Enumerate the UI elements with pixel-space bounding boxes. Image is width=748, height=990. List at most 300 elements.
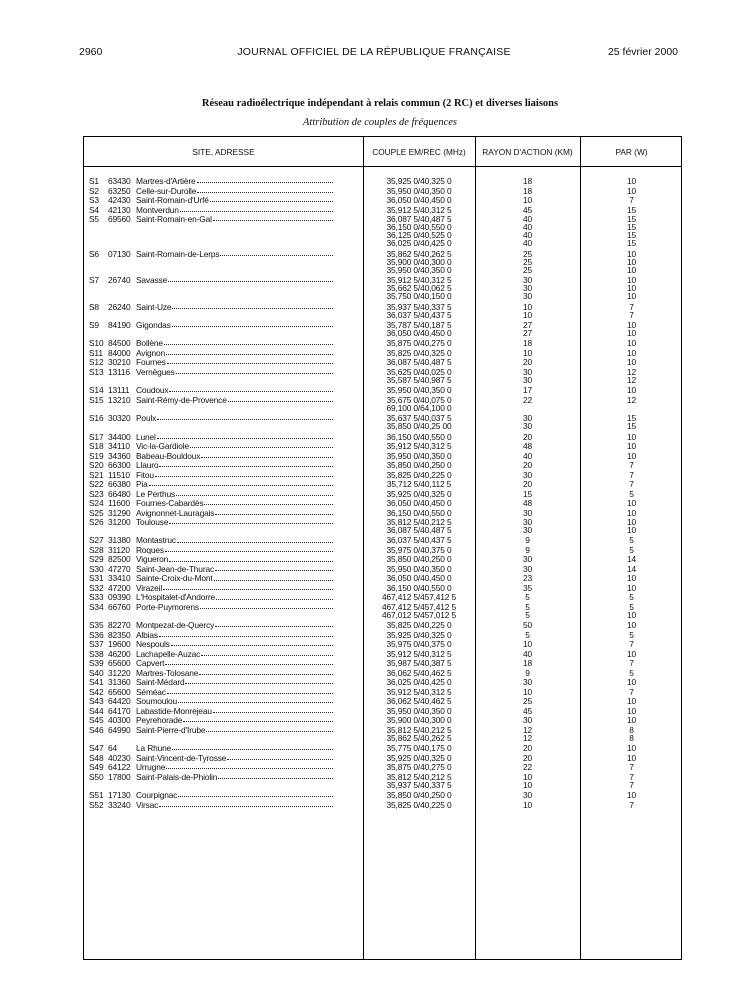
postal-code: 65600 (108, 658, 131, 669)
postal-code: 26740 (108, 275, 131, 286)
site-name: La Rhune (136, 743, 172, 754)
site-id: S35 (89, 620, 104, 631)
site-name: Martres-d'Artière (136, 176, 196, 186)
site-name: Capvert (136, 658, 165, 669)
site-name: Urrugne (136, 762, 166, 773)
site-name: Lachapelle-Auzac (136, 648, 201, 659)
range-km-value: 10 (522, 799, 532, 810)
table-row (84, 396, 683, 414)
frequency-couple-value: 35,925 0/40,325 0 (386, 176, 452, 186)
range-km-value: 18 (522, 185, 532, 196)
site-id: S19 (89, 450, 104, 461)
power-w-value: 10 (626, 264, 636, 275)
postal-code: 82500 (108, 554, 131, 565)
site-id: S38 (89, 648, 104, 659)
power-w-value: 10 (626, 291, 636, 302)
range-km-value: 10 (522, 639, 532, 650)
site-id: S45 (89, 715, 104, 726)
frequency-couple-value: 35,900 0/40,300 0 (386, 256, 452, 267)
frequency-couple-value: 35,912 5/40,312 5 (386, 441, 452, 452)
site-name: Courpignac (136, 790, 178, 801)
power-w-value: 15 (626, 238, 636, 249)
column-header-site: SITE, ADRESSE (192, 147, 255, 157)
range-km-value: 27 (522, 328, 532, 339)
frequency-couple-value: 35,937 5/40,337 5 (386, 779, 452, 790)
dot-leader (201, 654, 333, 656)
range-km-value: 30 (522, 275, 532, 286)
range-km-value: 30 (522, 283, 532, 294)
power-w-value: 10 (626, 357, 636, 368)
dot-leader (213, 711, 333, 713)
range-km-value: 20 (522, 460, 532, 471)
postal-code: 26240 (108, 301, 131, 312)
frequency-couple-value: 36,025 0/40,425 0 (386, 238, 452, 249)
frequency-couple-value: 35,875 0/40,275 0 (386, 762, 452, 773)
dot-leader (190, 446, 333, 448)
site-name: Saint-Pierre-d'Irube (136, 724, 206, 735)
frequency-couple-cell (363, 518, 475, 536)
range-km-value: 20 (522, 357, 532, 368)
range-km-value: 23 (522, 573, 532, 584)
table-row (84, 471, 683, 481)
range-km-value: 18 (522, 176, 532, 186)
frequency-couple-value: 35,987 5/40,387 5 (386, 658, 452, 669)
range-km-value: 40 (522, 450, 532, 461)
site-id: S44 (89, 705, 104, 716)
table-row (84, 773, 683, 791)
site-name: Albias (136, 629, 158, 640)
table-row (84, 536, 683, 546)
power-w-value: 10 (626, 507, 636, 518)
site-name: Saint-Rémy-de-Provence (136, 394, 227, 405)
dot-leader (178, 701, 333, 703)
postal-code: 13210 (108, 394, 131, 405)
frequency-couple-cell (363, 215, 475, 250)
dot-leader (165, 663, 333, 665)
postal-code: 64 (108, 743, 118, 754)
site-id: S42 (89, 686, 104, 697)
power-w-value: 10 (626, 385, 636, 396)
frequency-couple-value: 35,825 0/40,325 0 (386, 347, 452, 358)
frequency-couple-value: 467,412 5/457,412 5 (382, 592, 456, 603)
site-name: Coudoux (136, 385, 169, 396)
postal-code: 42130 (108, 204, 131, 215)
frequency-couple-cell (363, 368, 475, 386)
table-row (84, 791, 683, 801)
site-name: Toulouse (136, 517, 169, 528)
power-w-value: 10 (626, 328, 636, 339)
dot-leader (206, 730, 333, 732)
site-id: S17 (89, 431, 104, 442)
range-km-value: 45 (522, 204, 532, 215)
power-w-cell (580, 276, 683, 303)
frequency-couple-value: 35,862 5/40,262 5 (386, 248, 452, 259)
site-name: Montpezat-de-Quercy (136, 620, 215, 631)
power-w-value: 10 (626, 338, 636, 349)
postal-code: 82350 (108, 629, 131, 640)
site-id: S52 (89, 799, 104, 810)
range-km-value: 5 (525, 629, 530, 640)
frequency-couple-value: 36,150 0/40,550 0 (386, 431, 452, 442)
dot-leader (157, 437, 333, 439)
range-km-value: 30 (522, 715, 532, 726)
site-name: Le Perthus (136, 488, 176, 499)
dot-leader (227, 758, 333, 760)
dot-leader (159, 635, 333, 637)
power-w-cell (580, 215, 683, 250)
site-name: Saint-Romain-de-Lerps (136, 248, 220, 259)
frequency-couple-cell (363, 250, 475, 277)
frequency-couple-value: 36,062 5/40,462 5 (386, 667, 452, 678)
postal-code: 42430 (108, 195, 131, 205)
power-w-cell (580, 303, 683, 321)
power-w-value: 10 (626, 176, 636, 186)
power-w-value: 10 (626, 185, 636, 196)
range-km-value: 30 (522, 366, 532, 377)
site-id: S20 (89, 460, 104, 471)
postal-code: 66760 (108, 601, 131, 612)
page-number: 2960 (79, 46, 103, 58)
dot-leader (169, 560, 333, 562)
postal-code: 64990 (108, 724, 131, 735)
dot-leader (166, 767, 333, 769)
range-km-value: 20 (522, 752, 532, 763)
postal-code: 65600 (108, 686, 131, 697)
site-id: S22 (89, 479, 104, 490)
postal-code: 40230 (108, 752, 131, 763)
power-w-value: 10 (626, 319, 636, 330)
range-km-value: 10 (522, 309, 532, 320)
postal-code: 31360 (108, 677, 131, 688)
frequency-couple-cell (363, 603, 475, 621)
power-w-value: 10 (626, 347, 636, 358)
frequency-couple-value: 35,850 0/40,25 00 (386, 421, 452, 432)
range-km-cell (475, 726, 580, 744)
dot-leader (178, 795, 333, 797)
range-km-value: 9 (525, 667, 530, 678)
range-km-value: 30 (522, 413, 532, 424)
postal-code: 63430 (108, 176, 131, 186)
site-name: Saint-Romain-en-Gal (136, 214, 212, 224)
document-subtitle: Attribution de couples de fréquences (303, 117, 457, 128)
power-w-value: 10 (626, 248, 636, 259)
table-row (84, 603, 683, 621)
postal-code: 07130 (108, 248, 131, 259)
frequency-couple-value: 36,062 5/40,462 5 (386, 696, 452, 707)
power-w-value: 15 (626, 204, 636, 215)
site-name: Saint-Jean-de-Thurac (136, 563, 214, 574)
frequency-couple-value: 35,850 0/40,250 0 (386, 554, 452, 565)
table-row (84, 509, 683, 519)
frequency-couple-value: 35,912 5/40,312 5 (386, 686, 452, 697)
range-km-value: 40 (522, 648, 532, 659)
table-row (84, 414, 683, 432)
range-km-value: 30 (522, 507, 532, 518)
range-km-value: 22 (522, 394, 532, 405)
range-km-value: 30 (522, 554, 532, 565)
postal-code: 46200 (108, 648, 131, 659)
site-id: S46 (89, 724, 104, 735)
dot-leader (204, 503, 333, 505)
site-cell (84, 773, 363, 791)
range-km-value: 12 (522, 732, 532, 743)
power-w-value: 5 (629, 592, 634, 603)
power-w-cell (580, 801, 683, 811)
range-km-value: 30 (522, 469, 532, 480)
dot-leader (215, 625, 333, 627)
site-id: S28 (89, 544, 104, 555)
power-w-value: 10 (626, 752, 636, 763)
journal-title: JOURNAL OFFICIEL DE LA RÉPUBLIQUE FRANÇAISE (237, 46, 511, 58)
site-cell (84, 250, 363, 277)
site-name: Labastide-Monrejeau (136, 705, 212, 716)
frequency-couple-value: 35,950 0/40,350 0 (386, 385, 452, 396)
postal-code: 34400 (108, 431, 131, 442)
range-km-value: 30 (522, 677, 532, 688)
dot-leader (197, 181, 333, 183)
power-w-cell (580, 726, 683, 744)
power-w-value: 5 (629, 629, 634, 640)
site-name: Soumoulou (136, 696, 178, 707)
power-w-value: 8 (629, 732, 634, 743)
site-id: S31 (89, 573, 104, 584)
site-id: S16 (89, 413, 104, 424)
site-name: Nespouls (136, 639, 170, 650)
publication-date: 25 février 2000 (607, 46, 678, 58)
postal-code: 33410 (108, 573, 131, 584)
power-w-cell (580, 603, 683, 621)
power-w-value: 7 (629, 686, 634, 697)
document-title: Réseau radioélectrique indépendant à relais commun (2 RC) et diverses liaisons (201, 98, 559, 109)
site-id: S7 (89, 275, 99, 286)
frequency-couple-value: 36,087 5/40,487 5 (386, 525, 452, 536)
table-row (84, 650, 683, 660)
frequency-table (83, 136, 682, 960)
range-km-value: 10 (522, 771, 532, 782)
site-id: S4 (89, 204, 99, 215)
frequency-couple-value: 35,950 0/40,350 0 (386, 450, 452, 461)
power-w-value: 5 (629, 667, 634, 678)
dot-leader (163, 588, 333, 590)
site-id: S36 (89, 629, 104, 640)
power-w-cell (580, 321, 683, 339)
power-w-value: 7 (629, 460, 634, 471)
power-w-value: 10 (626, 620, 636, 631)
frequency-couple-value: 35,825 0/40,225 0 (386, 620, 452, 631)
frequency-couple-value: 35,775 0/40,175 0 (386, 743, 452, 754)
frequency-couple-cell (363, 726, 475, 744)
power-w-cell (580, 396, 683, 414)
site-name: Fournes (136, 357, 166, 368)
frequency-couple-value: 35,587 5/40,987 5 (386, 374, 452, 385)
frequency-couple-value: 35,925 0/40,325 0 (386, 752, 452, 763)
table-row (84, 678, 683, 688)
site-name: Babeau-Bouldoux (136, 450, 201, 461)
site-id: S27 (89, 535, 104, 546)
power-w-value: 10 (626, 677, 636, 688)
site-id: S23 (89, 488, 104, 499)
power-w-value: 5 (629, 601, 634, 612)
site-name: Montverdun (136, 204, 179, 215)
site-id: S11 (89, 347, 103, 358)
site-cell (84, 726, 363, 744)
site-id: S43 (89, 696, 104, 707)
site-name: Sainte-Croix-du-Mont (136, 573, 213, 584)
frequency-couple-value: 36,150 0/40,550 0 (386, 507, 452, 518)
site-cell (84, 396, 363, 414)
range-km-value: 22 (522, 762, 532, 773)
power-w-value: 10 (626, 431, 636, 442)
dot-leader (172, 748, 333, 750)
frequency-couple-value: 35,925 0/40,325 0 (386, 629, 452, 640)
range-km-value: 30 (522, 790, 532, 801)
postal-code: 31290 (108, 507, 131, 518)
frequency-couple-value: 35,975 0/40,375 0 (386, 544, 452, 555)
power-w-value: 14 (626, 563, 636, 574)
range-km-value: 40 (522, 230, 532, 241)
dot-leader (220, 254, 333, 256)
dot-leader (169, 522, 333, 524)
site-cell (84, 518, 363, 536)
range-km-value: 45 (522, 705, 532, 716)
range-km-value: 25 (522, 696, 532, 707)
postal-code: 11510 (108, 469, 130, 480)
range-km-value: 25 (522, 264, 532, 275)
range-km-value: 35 (522, 582, 532, 593)
postal-code: 63250 (108, 185, 131, 196)
table-row (84, 726, 683, 744)
power-w-value: 10 (626, 705, 636, 716)
postal-code: 13111 (108, 385, 130, 396)
site-name: Avignon (136, 347, 166, 358)
frequency-couple-value: 35,950 0/40,350 0 (386, 705, 452, 716)
range-km-value: 40 (522, 222, 532, 233)
dot-leader (197, 191, 333, 193)
site-cell (84, 801, 363, 811)
site-id: S9 (89, 319, 99, 330)
range-km-cell (475, 368, 580, 386)
dot-leader (167, 692, 333, 694)
frequency-couple-value: 35,975 0/40,375 0 (386, 639, 452, 650)
postal-code: 64420 (108, 696, 131, 707)
dot-leader (201, 456, 333, 458)
range-km-value: 30 (522, 517, 532, 528)
site-id: S5 (89, 214, 99, 224)
dot-leader (218, 777, 333, 779)
range-km-cell (475, 396, 580, 414)
site-id: S1 (89, 176, 99, 186)
frequency-couple-cell (363, 414, 475, 432)
range-km-value: 48 (522, 498, 532, 509)
column-header-rayon: RAYON D'ACTION (KM) (482, 147, 573, 157)
range-km-value: 20 (522, 431, 532, 442)
dot-leader (210, 200, 333, 202)
power-w-value: 8 (629, 724, 634, 735)
table-row (84, 801, 683, 811)
range-km-value: 25 (522, 248, 532, 259)
frequency-couple-value: 35,812 5/40,212 5 (386, 517, 452, 528)
site-id: S25 (89, 507, 104, 518)
site-name: Virazeil (136, 582, 163, 593)
power-w-value: 15 (626, 421, 636, 432)
postal-code: 69560 (108, 214, 131, 224)
dot-leader (176, 494, 333, 496)
frequency-couple-value: 35,662 5/40,062 5 (386, 283, 452, 294)
header-divider (84, 166, 681, 167)
dot-leader (214, 579, 333, 581)
frequency-couple-value: 36,050 0/40,450 0 (386, 498, 452, 509)
page-header (0, 46, 748, 62)
power-w-value: 7 (629, 195, 634, 205)
frequency-couple-value: 36,150 0/40,550 0 (386, 582, 452, 593)
site-id: S2 (89, 185, 99, 196)
power-w-value: 10 (626, 610, 636, 621)
postal-code: 84190 (108, 319, 131, 330)
range-km-cell (475, 276, 580, 303)
frequency-couple-value: 35,625 0/40,025 0 (386, 366, 452, 377)
dot-leader (228, 400, 333, 402)
range-km-value: 17 (522, 385, 532, 396)
range-km-value: 30 (522, 421, 532, 432)
site-id: S13 (89, 366, 104, 377)
site-name: Séméac (136, 686, 166, 697)
frequency-couple-value: 35,825 0/40,225 0 (386, 799, 452, 810)
frequency-couple-value: 36,087 5/40,487 5 (386, 357, 452, 368)
dot-leader (215, 513, 333, 515)
range-km-cell (475, 414, 580, 432)
range-km-value: 12 (522, 724, 532, 735)
frequency-couple-value: 35,950 0/40,350 0 (386, 264, 452, 275)
range-km-value: 20 (522, 479, 532, 490)
frequency-couple-value: 467,412 5/457,412 5 (382, 601, 456, 612)
frequency-couple-value: 35,862 5/40,262 5 (386, 732, 452, 743)
table-row (84, 349, 683, 359)
frequency-couple-value: 35,937 5/40,337 5 (386, 301, 452, 312)
site-id: S40 (89, 667, 104, 678)
power-w-value: 12 (626, 374, 636, 385)
site-name: L'Hospitalet-d'Andorre (136, 592, 216, 603)
dot-leader (200, 607, 333, 609)
site-id: S12 (89, 357, 104, 368)
site-name: Vigueron (136, 554, 169, 565)
site-id: S24 (89, 498, 104, 509)
site-name: Montastruc (136, 535, 176, 546)
site-name: Avignonnet-Lauragais (136, 507, 215, 518)
power-w-cell (580, 518, 683, 536)
power-w-value: 7 (629, 469, 634, 480)
table-row (84, 321, 683, 339)
site-name: Llauro (136, 460, 159, 471)
table-row (84, 518, 683, 536)
site-id: S10 (89, 338, 104, 349)
range-km-value: 40 (522, 238, 532, 249)
frequency-couple-value: 35,787 5/40,187 5 (386, 319, 452, 330)
frequency-couple-value: 35,875 0/40,275 0 (386, 338, 452, 349)
range-km-value: 10 (522, 195, 532, 205)
frequency-couple-value: 35,850 0/40,250 0 (386, 460, 452, 471)
range-km-value: 30 (522, 563, 532, 574)
site-name: Saint-Médard (136, 677, 185, 688)
frequency-couple-value: 36,037 5/40,437 5 (386, 535, 452, 546)
power-w-cell (580, 414, 683, 432)
dot-leader (167, 362, 333, 364)
table-row (84, 303, 683, 321)
frequency-couple-value: 36,050 0/40,450 0 (386, 195, 452, 205)
postal-code: 17800 (108, 771, 131, 782)
site-id: S49 (89, 762, 104, 773)
postal-code: 66380 (108, 479, 131, 490)
site-id: S37 (89, 639, 104, 650)
